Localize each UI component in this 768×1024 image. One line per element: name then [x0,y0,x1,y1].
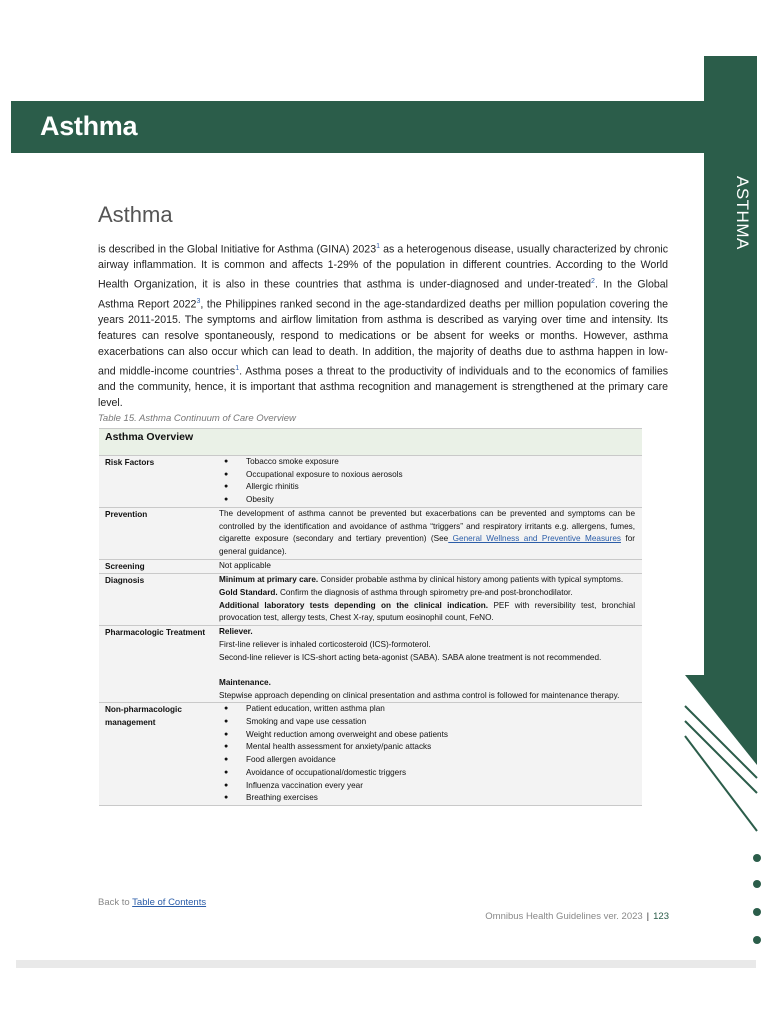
page-title: Asthma [40,111,138,141]
decorative-stripes [680,670,768,960]
row-label: Non-pharmacologic management [99,703,213,806]
table-row-prevention: Prevention The development of asthma cannot be prevented but exacerbations can be prevented and symptoms can be controlled by the identification and avoidance of asthma “triggers” and respiratory irritants e.g. allergens, fumes, cigarette exposure (secondary and tertiary prevention) (See General Wellness and Preventive Measures for general guidance). [99,507,642,559]
risk-factor-list [219,456,635,507]
title-banner [11,101,704,153]
side-band [704,56,757,676]
footnote-ref[interactable]: 1 [376,243,381,250]
table-caption: Table 15. Asthma Continuum of Care Overview [98,413,296,424]
asthma-overview-table [99,428,642,806]
footnote-ref[interactable]: 1 [235,364,240,372]
row-label: Diagnosis [99,574,213,626]
list-item: ● Mental health assessment for anxiety/panic attacks [219,741,635,754]
list-item: ● Occupational exposure to noxious aerosols [219,469,635,482]
list-item: ● Allergic rhinitis [219,481,635,494]
non-pharmacologic-list [219,703,635,805]
table-row-diagnosis: Diagnosis Minimum at primary care. Consider probable asthma by clinical history among patients with typical symptoms. Gold Standard. Confirm the diagnosis of asthma through spirometry pre-and post-bronchodilator. Additional laboratory tests depending on the clinical indication. PEF with reversibility test, bronchial provocation test, allergy tests, Chest X-ray, sputum eosinophil count, FeNO. [99,574,642,626]
table-row-pharmacologic: Pharmacologic Treatment Reliever. First-line reliever is inhaled corticosteroid (ICS)-formoterol. Second-line reliever is ICS-short acting beta-agonist (SABA). SABA alone treatment is not recommended. Maintenance. Stepwise approach depending on clinical presentation and asthma control is followed for maintenance therapy. [99,626,642,703]
general-wellness-link[interactable]: General Wellness and Preventive Measures [448,534,621,544]
table-of-contents-link[interactable]: Table of Contents [132,897,207,908]
footer-doc-title: Omnibus Health Guidelines ver. 2023 [485,911,643,922]
intro-paragraph: is described in the Global Initiative for Asthma (GINA) 2023$^1$ as a heterogenous disease, usually characterized by chronic airway inflammation. It is common and affects 1-29% of the population in different countries. According to the World Health Organization, it is also in these countries that asthma is under-diagnosed and under-treated$^2$. In the Global Asthma Report 2022$^3$, the Philippines ranked second in the age-standardized deaths per million population covering the years 2011-2015. The symptoms and airflow limitation from asthma is described as varying over time and intensity. Its features can resolve spontaneously, respond to medications or be absent for weeks or months. However, asthma exacerbations can also occur which can lead to death. In addition, the majority of deaths due to asthma happen in low- and middle-income countries$^1$. Asthma poses a threat to the productivity of individuals and to the economics of families and the community, hence, it is important that asthma recognition and management is strengthened at the primary care level. [98,243,669,410]
footer-separator: | [646,911,650,922]
table-row-screening: Screening Not applicable [99,559,642,574]
list-item: ● Weight reduction among overweight and obese patients [219,729,635,742]
row-label: Pharmacologic Treatment [99,626,213,703]
list-item: ● Food allergen avoidance [219,754,635,767]
list-item: ● Tobacco smoke exposure [219,456,635,469]
back-to-toc: Back to Table of Contents [98,897,207,908]
list-item: ● Influenza vaccination every year [219,780,635,793]
page-number: 123 [653,911,669,922]
list-item: ● Patient education, written asthma plan [219,703,635,716]
footnote-ref[interactable]: 2 [591,278,595,286]
list-item: ● Obesity [219,494,635,507]
side-tab-label: ASTHMA [733,176,752,250]
table-row-non-pharmacologic [99,703,642,806]
row-label: Screening [99,559,213,574]
list-item: ● Breathing exercises [219,792,635,805]
list-item: ● Avoidance of occupational/domestic triggers [219,767,635,780]
row-label: Prevention [99,507,213,559]
footnote-ref[interactable]: 3 [196,297,201,305]
section-heading: Asthma [98,202,173,227]
row-label: Risk Factors [99,456,213,508]
list-item: ● Smoking and vape use cessation [219,716,635,729]
page-footer [485,911,669,922]
table-header: Asthma Overview [99,429,642,456]
table-row-risk-factors [99,456,642,508]
bottom-strip [16,960,756,968]
